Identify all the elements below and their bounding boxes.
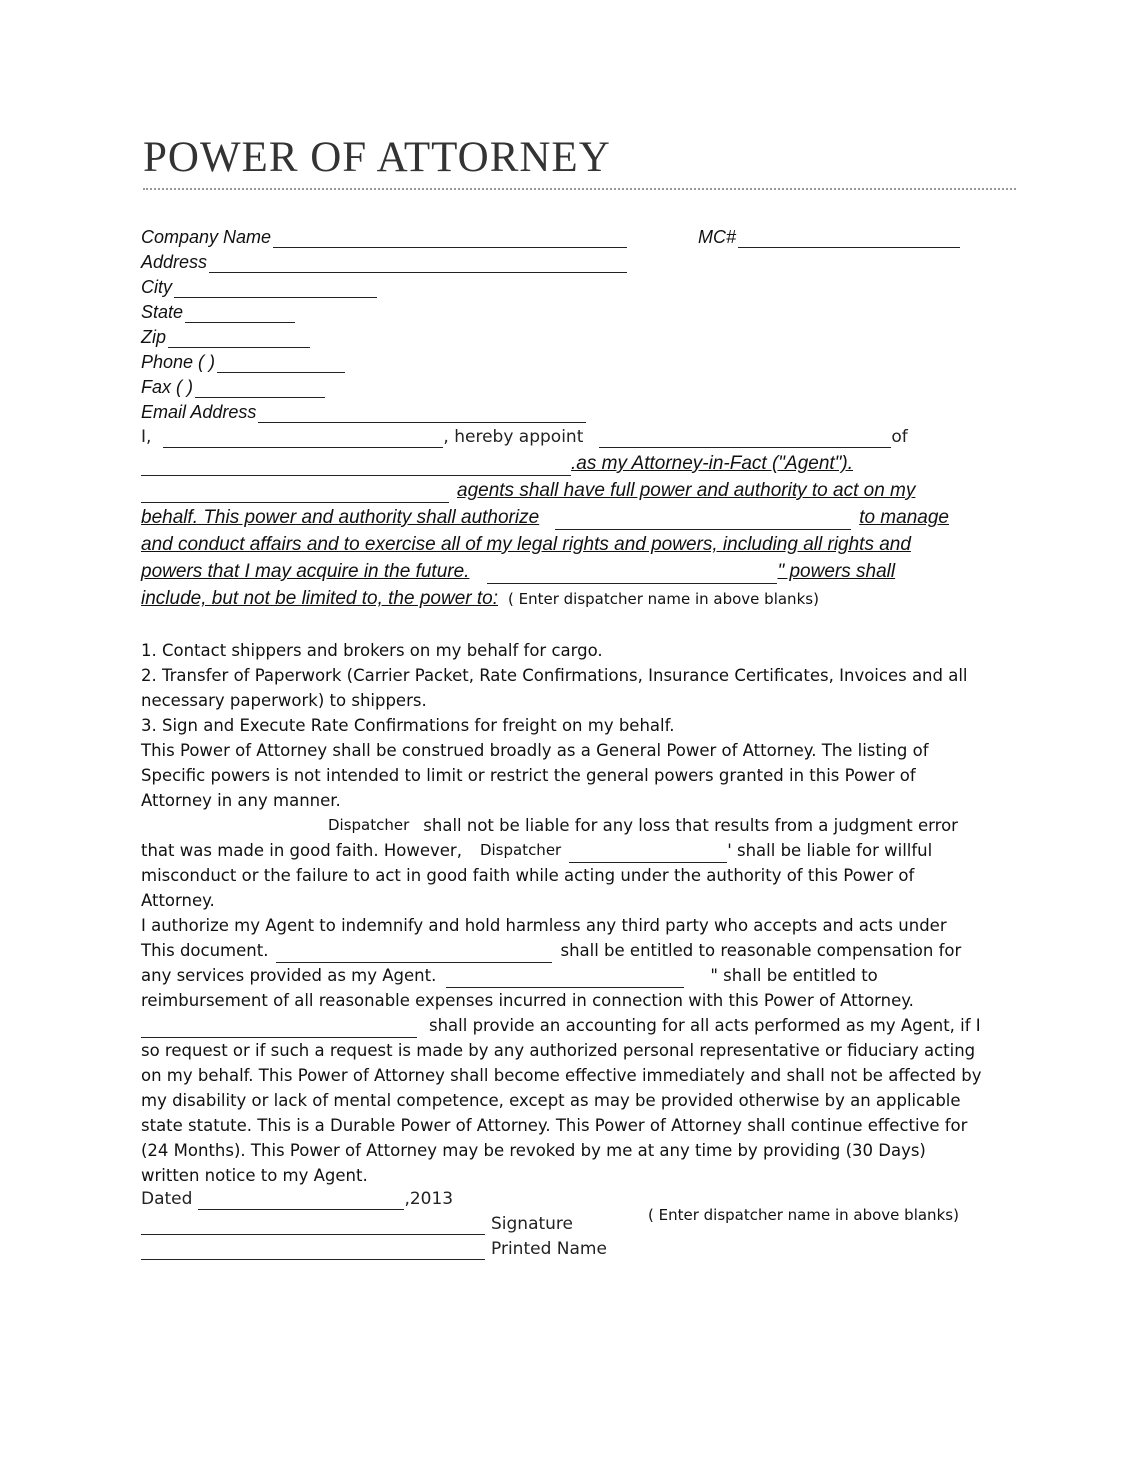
dated-year: ,2013 — [404, 1189, 454, 1209]
principal-name-field[interactable] — [163, 431, 443, 448]
agents-power-row — [141, 479, 915, 503]
appoint-row — [141, 426, 908, 448]
conduct-affairs-text: and conduct affairs and to exercise all of my legal rights and powers, including all rights and — [141, 534, 911, 555]
accounting-line — [141, 1013, 981, 1038]
title-divider — [143, 188, 1016, 190]
printed-name-label: Printed Name — [491, 1239, 607, 1259]
power-3: 3. Sign and Execute Rate Confirmations for freight on my behalf. — [141, 716, 675, 735]
mc-field[interactable] — [738, 231, 960, 248]
liability-line-2 — [141, 838, 932, 863]
dated-row — [141, 1188, 453, 1210]
include-row — [141, 587, 819, 611]
expenses-text-b: " shall be entitled to — [710, 966, 878, 985]
durable-line-3: my disability or lack of mental competence, except as may be provided otherwise by an applicable — [141, 1091, 961, 1110]
agent-name-field[interactable] — [599, 431, 891, 448]
email-label: Email Address — [141, 402, 257, 422]
city-row — [141, 276, 377, 298]
attorney-in-fact-row — [141, 452, 853, 476]
city-field[interactable] — [174, 281, 377, 298]
phone-row — [141, 351, 345, 373]
authorize-agent-field[interactable] — [555, 513, 851, 530]
fax-field[interactable] — [195, 381, 325, 398]
state-label: State — [141, 302, 184, 322]
address-label: Address — [141, 252, 208, 272]
liability-line-4: Attorney. — [141, 891, 215, 910]
phone-field[interactable] — [217, 356, 345, 373]
liability-text-2a: that was made in good faith. However, — [141, 841, 462, 860]
fax-row — [141, 376, 325, 398]
powers-shall-text: " powers shall — [777, 561, 896, 582]
mc-label: MC# — [698, 227, 737, 247]
signature-label: Signature — [491, 1214, 574, 1234]
authorize-text: behalf. This power and authority shall authorize — [141, 507, 540, 528]
dated-label: Dated — [141, 1189, 193, 1209]
durable-line-2: on my behalf. This Power of Attorney shall become effective immediately and shall not be affected by — [141, 1066, 982, 1085]
power-2-cont: necessary paperwork) to shippers. — [141, 691, 427, 710]
dated-field[interactable] — [198, 1193, 404, 1210]
compensation-text-a: This document. — [141, 941, 269, 960]
powers-agent-field[interactable] — [487, 567, 777, 584]
mc-row — [698, 226, 960, 248]
liability-line-3: misconduct or the failure to act in good faith while acting under the authority of this Power of — [141, 866, 915, 885]
powers-future-row — [141, 560, 895, 584]
state-row — [141, 301, 295, 323]
appoint-i: I, — [141, 427, 152, 447]
liability-agent-field[interactable] — [569, 846, 727, 863]
appoint-hereby: , hereby appoint — [443, 427, 584, 447]
indemnify-line: I authorize my Agent to indemnify and hold harmless any third party who accepts and acts under — [141, 916, 947, 935]
to-manage-text: to manage — [859, 507, 949, 528]
company-name-field[interactable] — [273, 231, 627, 248]
address-row — [141, 251, 627, 273]
dispatcher-note-top: ( Enter dispatcher name in above blanks) — [508, 590, 819, 608]
liability-text-2b: ' shall be liable for willful — [727, 841, 933, 860]
email-field[interactable] — [258, 406, 586, 423]
printed-name-row — [141, 1238, 607, 1260]
liability-dispatcher-1: Dispatcher — [328, 816, 410, 834]
appoint-of: of — [891, 427, 908, 447]
signature-field[interactable] — [141, 1218, 485, 1235]
general-poa-line-2: Specific powers is not intended to limit or restrict the general powers granted in this Power of — [141, 766, 916, 785]
company-name-label: Company Name — [141, 227, 272, 247]
accounting-text: shall provide an accounting for all acts performed as my Agent, if I — [429, 1016, 981, 1035]
expenses-line-2: reimbursement of all reasonable expenses incurred in connection with this Power of Attorney. — [141, 991, 914, 1010]
address-field[interactable] — [209, 256, 627, 273]
durable-line-4: state statute. This is a Durable Power of Attorney. This Power of Attorney shall continue effective for — [141, 1116, 968, 1135]
liability-line-1 — [328, 813, 958, 838]
authorize-row — [141, 506, 949, 530]
printed-name-field[interactable] — [141, 1243, 485, 1260]
zip-label: Zip — [141, 327, 167, 347]
compensation-line — [141, 938, 961, 963]
fax-label: Fax ( ) — [141, 377, 193, 397]
compensation-text-b: shall be entitled to reasonable compensation for — [560, 941, 962, 960]
email-row — [141, 401, 586, 423]
accounting-agent-field[interactable] — [141, 1021, 417, 1038]
state-field[interactable] — [185, 306, 295, 323]
expenses-agent-field[interactable] — [446, 971, 684, 988]
liability-text-1: shall not be liable for any loss that results from a judgment error — [423, 816, 958, 835]
page-title: POWER OF ATTORNEY — [143, 134, 611, 181]
phone-label: Phone ( ) — [141, 352, 216, 372]
expenses-line-1 — [141, 963, 878, 988]
zip-row — [141, 326, 310, 348]
agent-company-field[interactable] — [141, 459, 571, 476]
durable-line-5: (24 Months). This Power of Attorney may be revoked by me at any time by providing (30 Days) — [141, 1141, 926, 1160]
powers-future-text: powers that I may acquire in the future. — [141, 561, 470, 582]
city-label: City — [141, 277, 172, 297]
liability-dispatcher-2: Dispatcher — [479, 841, 562, 859]
agents-name-field[interactable] — [141, 486, 449, 503]
general-poa-line-1: This Power of Attorney shall be construed broadly as a General Power of Attorney. The listing of — [141, 741, 929, 760]
compensation-agent-field[interactable] — [276, 946, 552, 963]
zip-field[interactable] — [168, 331, 310, 348]
power-2: 2. Transfer of Paperwork (Carrier Packet, Rate Confirmations, Insurance Certificates, Invoices and all — [141, 666, 968, 685]
attorney-in-fact-text: .as my Attorney-in-Fact ("Agent"). — [571, 453, 854, 474]
signature-row — [141, 1213, 573, 1235]
power-1: 1. Contact shippers and brokers on my behalf for cargo. — [141, 641, 603, 660]
durable-line-1: so request or if such a request is made by any authorized personal representative or fiduciary acting — [141, 1041, 976, 1060]
company-name-row — [141, 226, 627, 248]
expenses-text-a: any services provided as my Agent. — [141, 966, 437, 985]
agents-full-power-text: agents shall have full power and authority to act on my — [457, 480, 916, 501]
general-poa-line-3: Attorney in any manner. — [141, 791, 341, 810]
include-text: include, but not be limited to, the power to: — [141, 588, 498, 609]
dispatcher-note-bottom: ( Enter dispatcher name in above blanks) — [648, 1206, 959, 1224]
durable-line-6: written notice to my Agent. — [141, 1166, 368, 1185]
